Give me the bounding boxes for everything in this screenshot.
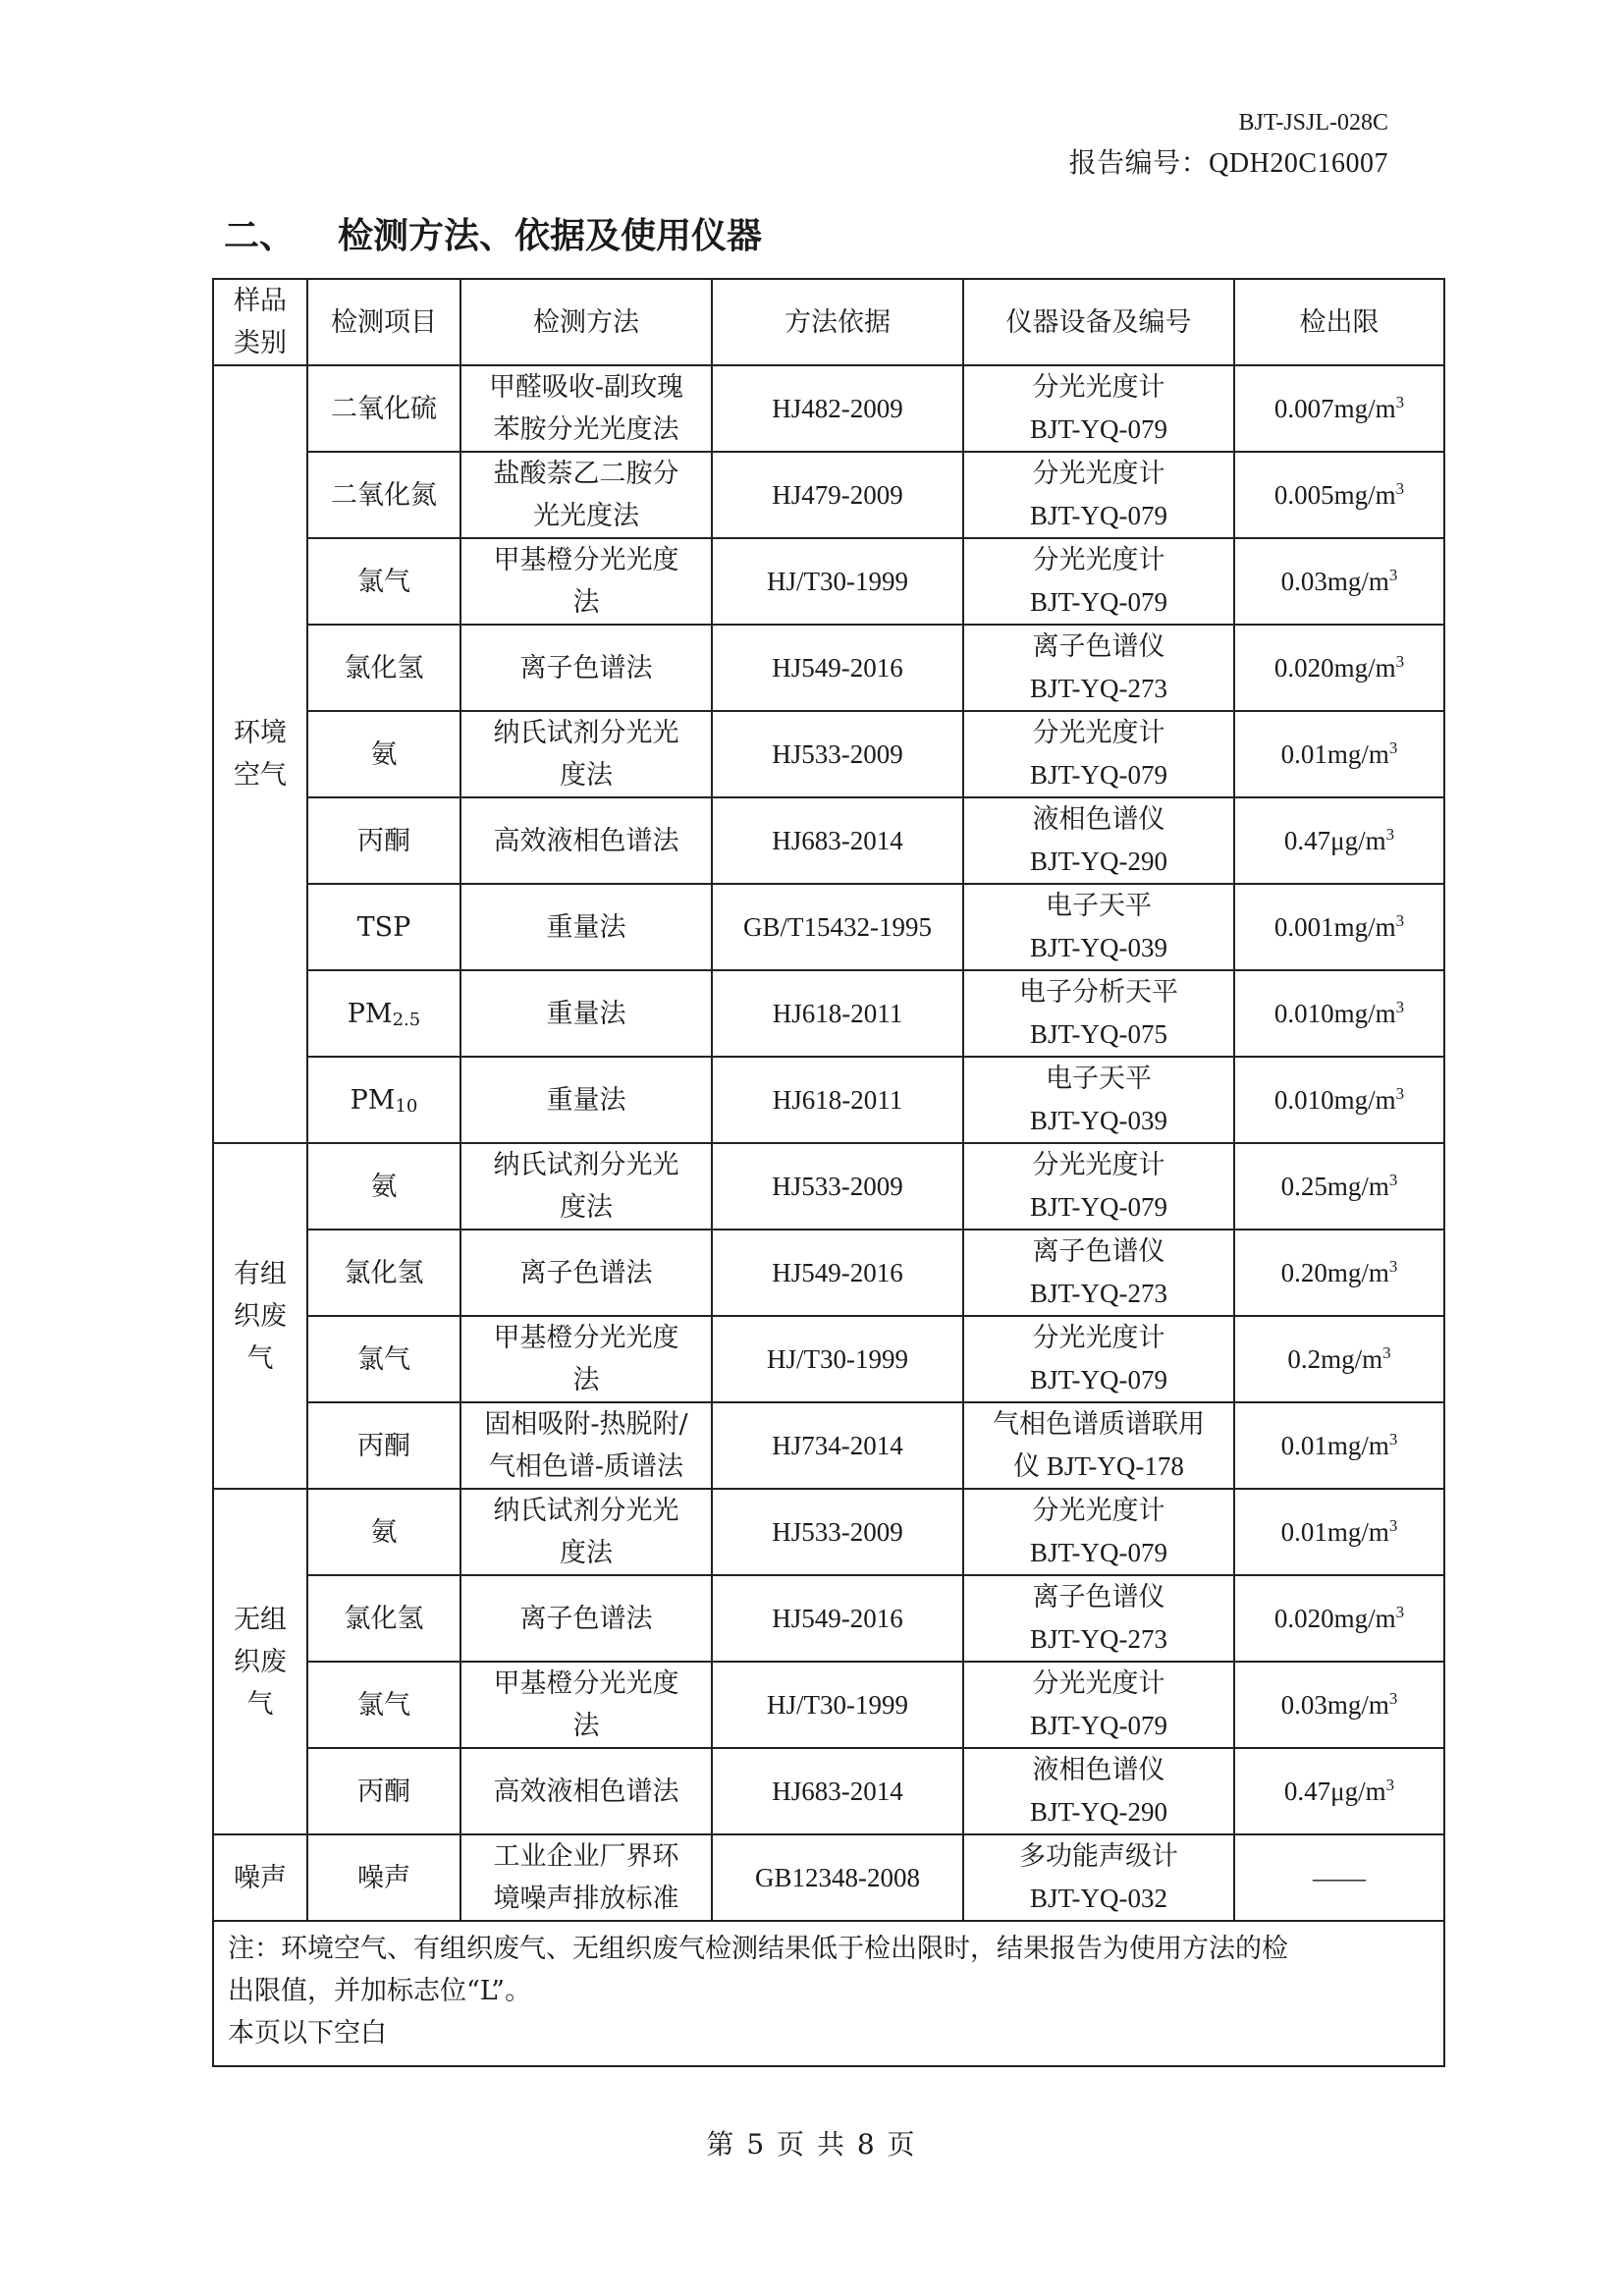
basis-cell [712,1402,963,1489]
limit-cell [1234,1748,1444,1834]
basis-label: HJ549-2016 [772,1257,903,1287]
instrument-line: 电子天平 [1046,1064,1152,1093]
item-cell [307,1489,460,1575]
basis-label: HJ533-2009 [772,1516,903,1547]
instrument-line: 分光光度计 [1032,545,1165,574]
note-row [213,1921,1444,2066]
limit-superscript: 3 [1388,1170,1398,1189]
instrument-line: BJT-YQ-290 [1029,1797,1167,1827]
limit-superscript: 3 [1395,1083,1405,1103]
basis-label: HJ683-2014 [772,1776,903,1806]
basis-cell [712,538,963,625]
method-line: 甲基橙分光光度 [493,1668,679,1699]
method-cell [460,1489,712,1575]
instrument-cell [963,1662,1234,1748]
item-subscript: 10 [395,1095,418,1117]
item-cell [307,625,460,711]
item-label: 氨 [370,1516,398,1548]
limit-cell [1234,1575,1444,1662]
method-line: 高效液相色谱法 [493,825,679,856]
limit-cell [1234,1489,1444,1575]
basis-label: GB/T15432-1995 [743,911,932,942]
instrument-line: 分光光度计 [1032,372,1165,402]
limit-superscript: 3 [1395,997,1405,1016]
limit-cell [1234,1316,1444,1402]
table-row [213,884,1444,970]
method-line: 法 [572,1711,600,1741]
table-row [213,1662,1444,1748]
method-line: 光光度法 [533,501,639,531]
instrument-line: BJT-YQ-079 [1029,1538,1167,1567]
header-method: 检测方法 [460,279,712,365]
instrument-line: 分光光度计 [1032,1150,1165,1179]
limit-value: 0.20mg/m [1280,1257,1389,1287]
limit-cell [1234,365,1444,452]
method-cell [460,1662,712,1748]
method-line: 离子色谱法 [519,1257,653,1288]
method-line: 度法 [560,760,613,791]
limit-superscript: 3 [1388,1429,1398,1449]
method-cell [460,1230,712,1316]
limit-value: 0.01mg/m [1280,1430,1389,1460]
basis-cell [712,1662,963,1748]
instrument-line: BJT-YQ-079 [1029,1192,1167,1222]
limit-superscript: 3 [1385,824,1395,844]
limit-superscript: 3 [1388,1256,1398,1276]
instrument-cell [963,1230,1234,1316]
item-cell [307,1402,460,1489]
instrument-cell [963,797,1234,884]
method-line: 度法 [560,1192,613,1223]
page-number: 第 5 页 共 8 页 [706,2128,917,2160]
section-number: 二、 [224,215,296,256]
limit-value: 0.03mg/m [1280,1689,1389,1720]
limit-cell [1234,1662,1444,1748]
instrument-line: 多功能声级计 [1019,1841,1178,1871]
item-label: 氯气 [357,1343,410,1375]
table-row [213,452,1444,538]
category-label: 织废 [234,1300,287,1332]
table-row [213,1143,1444,1230]
limit-cell [1234,1230,1444,1316]
limit-superscript: 3 [1395,392,1405,411]
limit-value: —— [1313,1862,1366,1892]
note-line: 出限值，并加标志位“L”。 [228,1976,532,2006]
item-label: 氯化氢 [344,652,424,683]
report-number: 报告编号：QDH20C16007 [1068,148,1388,179]
basis-label: HJ734-2014 [772,1430,903,1460]
limit-value: 0.47μg/m [1283,1776,1386,1806]
item-cell [307,884,460,970]
instrument-cell [963,1143,1234,1230]
instrument-line: 分光光度计 [1032,718,1165,747]
item-label: 丙酮 [357,1776,410,1807]
item-cell [307,797,460,884]
item-label: 丙酮 [357,825,410,856]
limit-superscript: 3 [1388,738,1398,757]
category-label: 环境 [234,718,287,748]
instrument-line: BJT-YQ-079 [1029,1711,1167,1740]
instrument-line: 离子色谱仪 [1032,1582,1165,1612]
item-cell [307,1662,460,1748]
method-line: 甲基橙分光光度 [493,1323,679,1353]
instrument-cell [963,1057,1234,1143]
basis-label: HJ618-2011 [772,1084,903,1115]
item-label: 丙酮 [357,1430,410,1461]
table-row [213,1316,1444,1402]
item-label: PM [347,998,393,1029]
instrument-line: 离子色谱仪 [1032,1236,1165,1266]
item-cell [307,1057,460,1143]
basis-label: HJ618-2011 [772,998,903,1028]
item-cell [307,1143,460,1230]
limit-value: 0.010mg/m [1273,1084,1396,1115]
note-line: 本页以下空白 [228,2018,387,2049]
limit-cell [1234,538,1444,625]
method-cell [460,1057,712,1143]
item-cell [307,1748,460,1834]
instrument-line: BJT-YQ-273 [1029,1279,1167,1308]
limit-value: 0.020mg/m [1273,1603,1396,1633]
limit-superscript: 3 [1382,1342,1391,1362]
category-cell [213,1834,307,1921]
method-line: 重量法 [546,911,626,943]
basis-cell [712,1316,963,1402]
table-row [213,1575,1444,1662]
instrument-line: 分光光度计 [1032,1323,1165,1352]
category-label: 气 [246,1688,274,1720]
basis-label: HJ683-2014 [772,825,903,855]
item-cell [307,538,460,625]
instrument-line: BJT-YQ-273 [1029,1624,1167,1654]
limit-value: 0.005mg/m [1273,479,1396,510]
instrument-line: BJT-YQ-079 [1029,760,1167,790]
basis-cell [712,1057,963,1143]
instrument-line: BJT-YQ-032 [1029,1884,1167,1913]
basis-cell [712,1230,963,1316]
method-line: 重量法 [546,998,626,1029]
basis-cell [712,625,963,711]
header-instrument: 仪器设备及编号 [963,279,1234,365]
item-label: 氨 [370,1171,398,1202]
basis-cell [712,1834,963,1921]
note-line: 注：环境空气、有组织废气、无组织废气检测结果低于检出限时，结果报告为使用方法的检 [228,1934,1288,1964]
basis-cell [712,1748,963,1834]
header-limit: 检出限 [1234,279,1444,365]
instrument-cell [963,452,1234,538]
instrument-cell [963,1316,1234,1402]
category-cell [213,365,307,1143]
category-label: 噪声 [234,1862,287,1893]
limit-value: 0.001mg/m [1273,911,1396,942]
table-row [213,1489,1444,1575]
instrument-line: 气相色谱质谱联用 [993,1409,1205,1439]
category-label: 气 [246,1342,274,1374]
table-row [213,1402,1444,1489]
instrument-line: 液相色谱仪 [1032,1755,1165,1784]
method-line: 重量法 [546,1084,626,1116]
method-line: 纳氏试剂分光光 [493,718,679,748]
method-line: 法 [572,587,600,618]
table-header-row [213,279,1444,365]
method-cell [460,1316,712,1402]
item-cell [307,1316,460,1402]
limit-value: 0.010mg/m [1273,998,1396,1028]
method-cell [460,1143,712,1230]
instrument-cell [963,970,1234,1057]
table-row [213,797,1444,884]
item-subscript: 2.5 [392,1009,421,1030]
category-label: 空气 [234,760,287,791]
table-row [213,711,1444,797]
basis-cell [712,1575,963,1662]
method-cell [460,970,712,1057]
basis-cell [712,884,963,970]
instrument-line: BJT-YQ-079 [1029,414,1167,444]
basis-label: HJ482-2009 [772,393,903,423]
instrument-line: BJT-YQ-039 [1029,933,1167,962]
limit-value: 0.47μg/m [1283,825,1386,855]
basis-label: HJ/T30-1999 [767,566,908,596]
method-line: 度法 [560,1538,613,1568]
limit-value: 0.01mg/m [1280,738,1389,769]
instrument-line: BJT-YQ-075 [1029,1019,1167,1049]
instrument-line: 分光光度计 [1032,459,1165,488]
limit-superscript: 3 [1388,1515,1398,1535]
method-line: 固相吸附-热脱附/ [484,1409,688,1440]
basis-label: HJ479-2009 [772,479,903,510]
instrument-line: 离子色谱仪 [1032,631,1165,661]
method-cell [460,1575,712,1662]
limit-cell [1234,884,1444,970]
method-line: 离子色谱法 [519,652,653,683]
instrument-line: BJT-YQ-290 [1029,847,1167,876]
basis-cell [712,1489,963,1575]
instrument-line: 仪 BJT-YQ-178 [1013,1451,1184,1481]
item-label: 二氧化氮 [331,479,437,511]
header-basis: 方法依据 [712,279,963,365]
method-line: 苯胺分光光度法 [493,414,679,445]
method-line: 离子色谱法 [519,1603,653,1634]
category-cell [213,1143,307,1489]
limit-cell [1234,1834,1444,1921]
header-item: 检测项目 [307,279,460,365]
limit-cell [1234,711,1444,797]
method-cell [460,452,712,538]
method-line: 甲基橙分光光度 [493,545,679,575]
method-cell [460,884,712,970]
limit-cell [1234,1057,1444,1143]
instrument-cell [963,625,1234,711]
item-label: 噪声 [357,1862,410,1893]
basis-label: HJ/T30-1999 [767,1343,908,1374]
limit-value: 0.25mg/m [1280,1171,1389,1201]
method-line: 高效液相色谱法 [493,1776,679,1807]
instrument-line: BJT-YQ-039 [1029,1106,1167,1135]
basis-cell [712,797,963,884]
item-label: 氯化氢 [344,1603,424,1634]
basis-cell [712,1143,963,1230]
instrument-line: BJT-YQ-079 [1029,1365,1167,1394]
category-label: 有组 [234,1258,287,1289]
instrument-cell [963,1748,1234,1834]
limit-cell [1234,625,1444,711]
document-code: BJT-JSJL-028C [1238,110,1388,136]
category-label: 织废 [234,1646,287,1677]
method-line: 纳氏试剂分光光 [493,1150,679,1180]
limit-cell [1234,1402,1444,1489]
item-cell [307,1230,460,1316]
limit-value: 0.007mg/m [1273,393,1396,423]
header-category: 样品 类别 [213,279,307,365]
table-row [213,1748,1444,1834]
limit-value: 0.2mg/m [1287,1343,1383,1374]
category-label: 无组 [234,1604,287,1635]
limit-cell [1234,970,1444,1057]
category-cell [213,1489,307,1834]
item-cell [307,1575,460,1662]
instrument-line: 电子分析天平 [1019,977,1178,1007]
table-row [213,1834,1444,1921]
limit-superscript: 3 [1395,1602,1405,1621]
item-label: PM [350,1084,396,1116]
limit-cell [1234,1143,1444,1230]
limit-superscript: 3 [1388,1688,1398,1708]
methods-table [212,278,1445,2067]
instrument-cell [963,538,1234,625]
method-line: 工业企业厂界环 [493,1841,679,1872]
item-cell [307,711,460,797]
table-row [213,1230,1444,1316]
item-cell [307,970,460,1057]
limit-cell [1234,797,1444,884]
limit-superscript: 3 [1395,478,1405,498]
method-cell [460,625,712,711]
method-line: 境噪声排放标准 [493,1884,679,1914]
instrument-cell [963,365,1234,452]
table-row [213,1057,1444,1143]
item-label: 氯气 [357,1689,410,1721]
section-title [224,208,762,258]
instrument-line: BJT-YQ-079 [1029,587,1167,617]
note-cell [213,1921,1444,2066]
limit-superscript: 3 [1395,910,1405,930]
table-row [213,365,1444,452]
instrument-cell [963,711,1234,797]
item-cell [307,452,460,538]
instrument-line: 电子天平 [1046,891,1152,920]
method-cell [460,797,712,884]
method-cell [460,1834,712,1921]
basis-cell [712,365,963,452]
limit-value: 0.03mg/m [1280,566,1389,596]
instrument-line: 分光光度计 [1032,1668,1165,1698]
table-row [213,538,1444,625]
instrument-cell [963,1834,1234,1921]
method-line: 纳氏试剂分光光 [493,1496,679,1526]
basis-label: HJ533-2009 [772,738,903,769]
limit-superscript: 3 [1395,651,1405,671]
instrument-line: 液相色谱仪 [1032,804,1165,834]
instrument-line: BJT-YQ-273 [1029,674,1167,703]
limit-value: 0.01mg/m [1280,1516,1389,1547]
limit-superscript: 3 [1388,565,1398,584]
basis-label: HJ549-2016 [772,1603,903,1633]
basis-cell [712,970,963,1057]
item-label: 氨 [370,738,398,770]
instrument-cell [963,1575,1234,1662]
item-label: 氯化氢 [344,1257,424,1288]
method-line: 气相色谱-质谱法 [488,1451,684,1482]
limit-value: 0.020mg/m [1273,652,1396,683]
instrument-line: BJT-YQ-079 [1029,501,1167,530]
instrument-line: 分光光度计 [1032,1496,1165,1525]
item-cell [307,365,460,452]
basis-label: HJ549-2016 [772,652,903,683]
basis-label: HJ/T30-1999 [767,1689,908,1720]
item-label: TSP [356,911,411,943]
method-line: 甲醛吸收-副玫瑰 [488,372,684,403]
instrument-cell [963,884,1234,970]
instrument-cell [963,1402,1234,1489]
basis-cell [712,711,963,797]
limit-cell [1234,452,1444,538]
basis-label: HJ533-2009 [772,1171,903,1201]
method-cell [460,1402,712,1489]
section-heading: 检测方法、依据及使用仪器 [338,215,763,256]
method-line: 法 [572,1365,600,1395]
instrument-cell [963,1489,1234,1575]
item-cell [307,1834,460,1921]
method-cell [460,711,712,797]
table-row [213,970,1444,1057]
item-label: 二氧化硫 [331,393,437,424]
method-cell [460,1748,712,1834]
basis-label: GB12348-2008 [755,1862,920,1892]
method-line: 盐酸萘乙二胺分 [493,459,679,489]
limit-superscript: 3 [1385,1775,1395,1794]
basis-cell [712,452,963,538]
table-row [213,625,1444,711]
method-cell [460,365,712,452]
method-cell [460,538,712,625]
item-label: 氯气 [357,566,410,597]
